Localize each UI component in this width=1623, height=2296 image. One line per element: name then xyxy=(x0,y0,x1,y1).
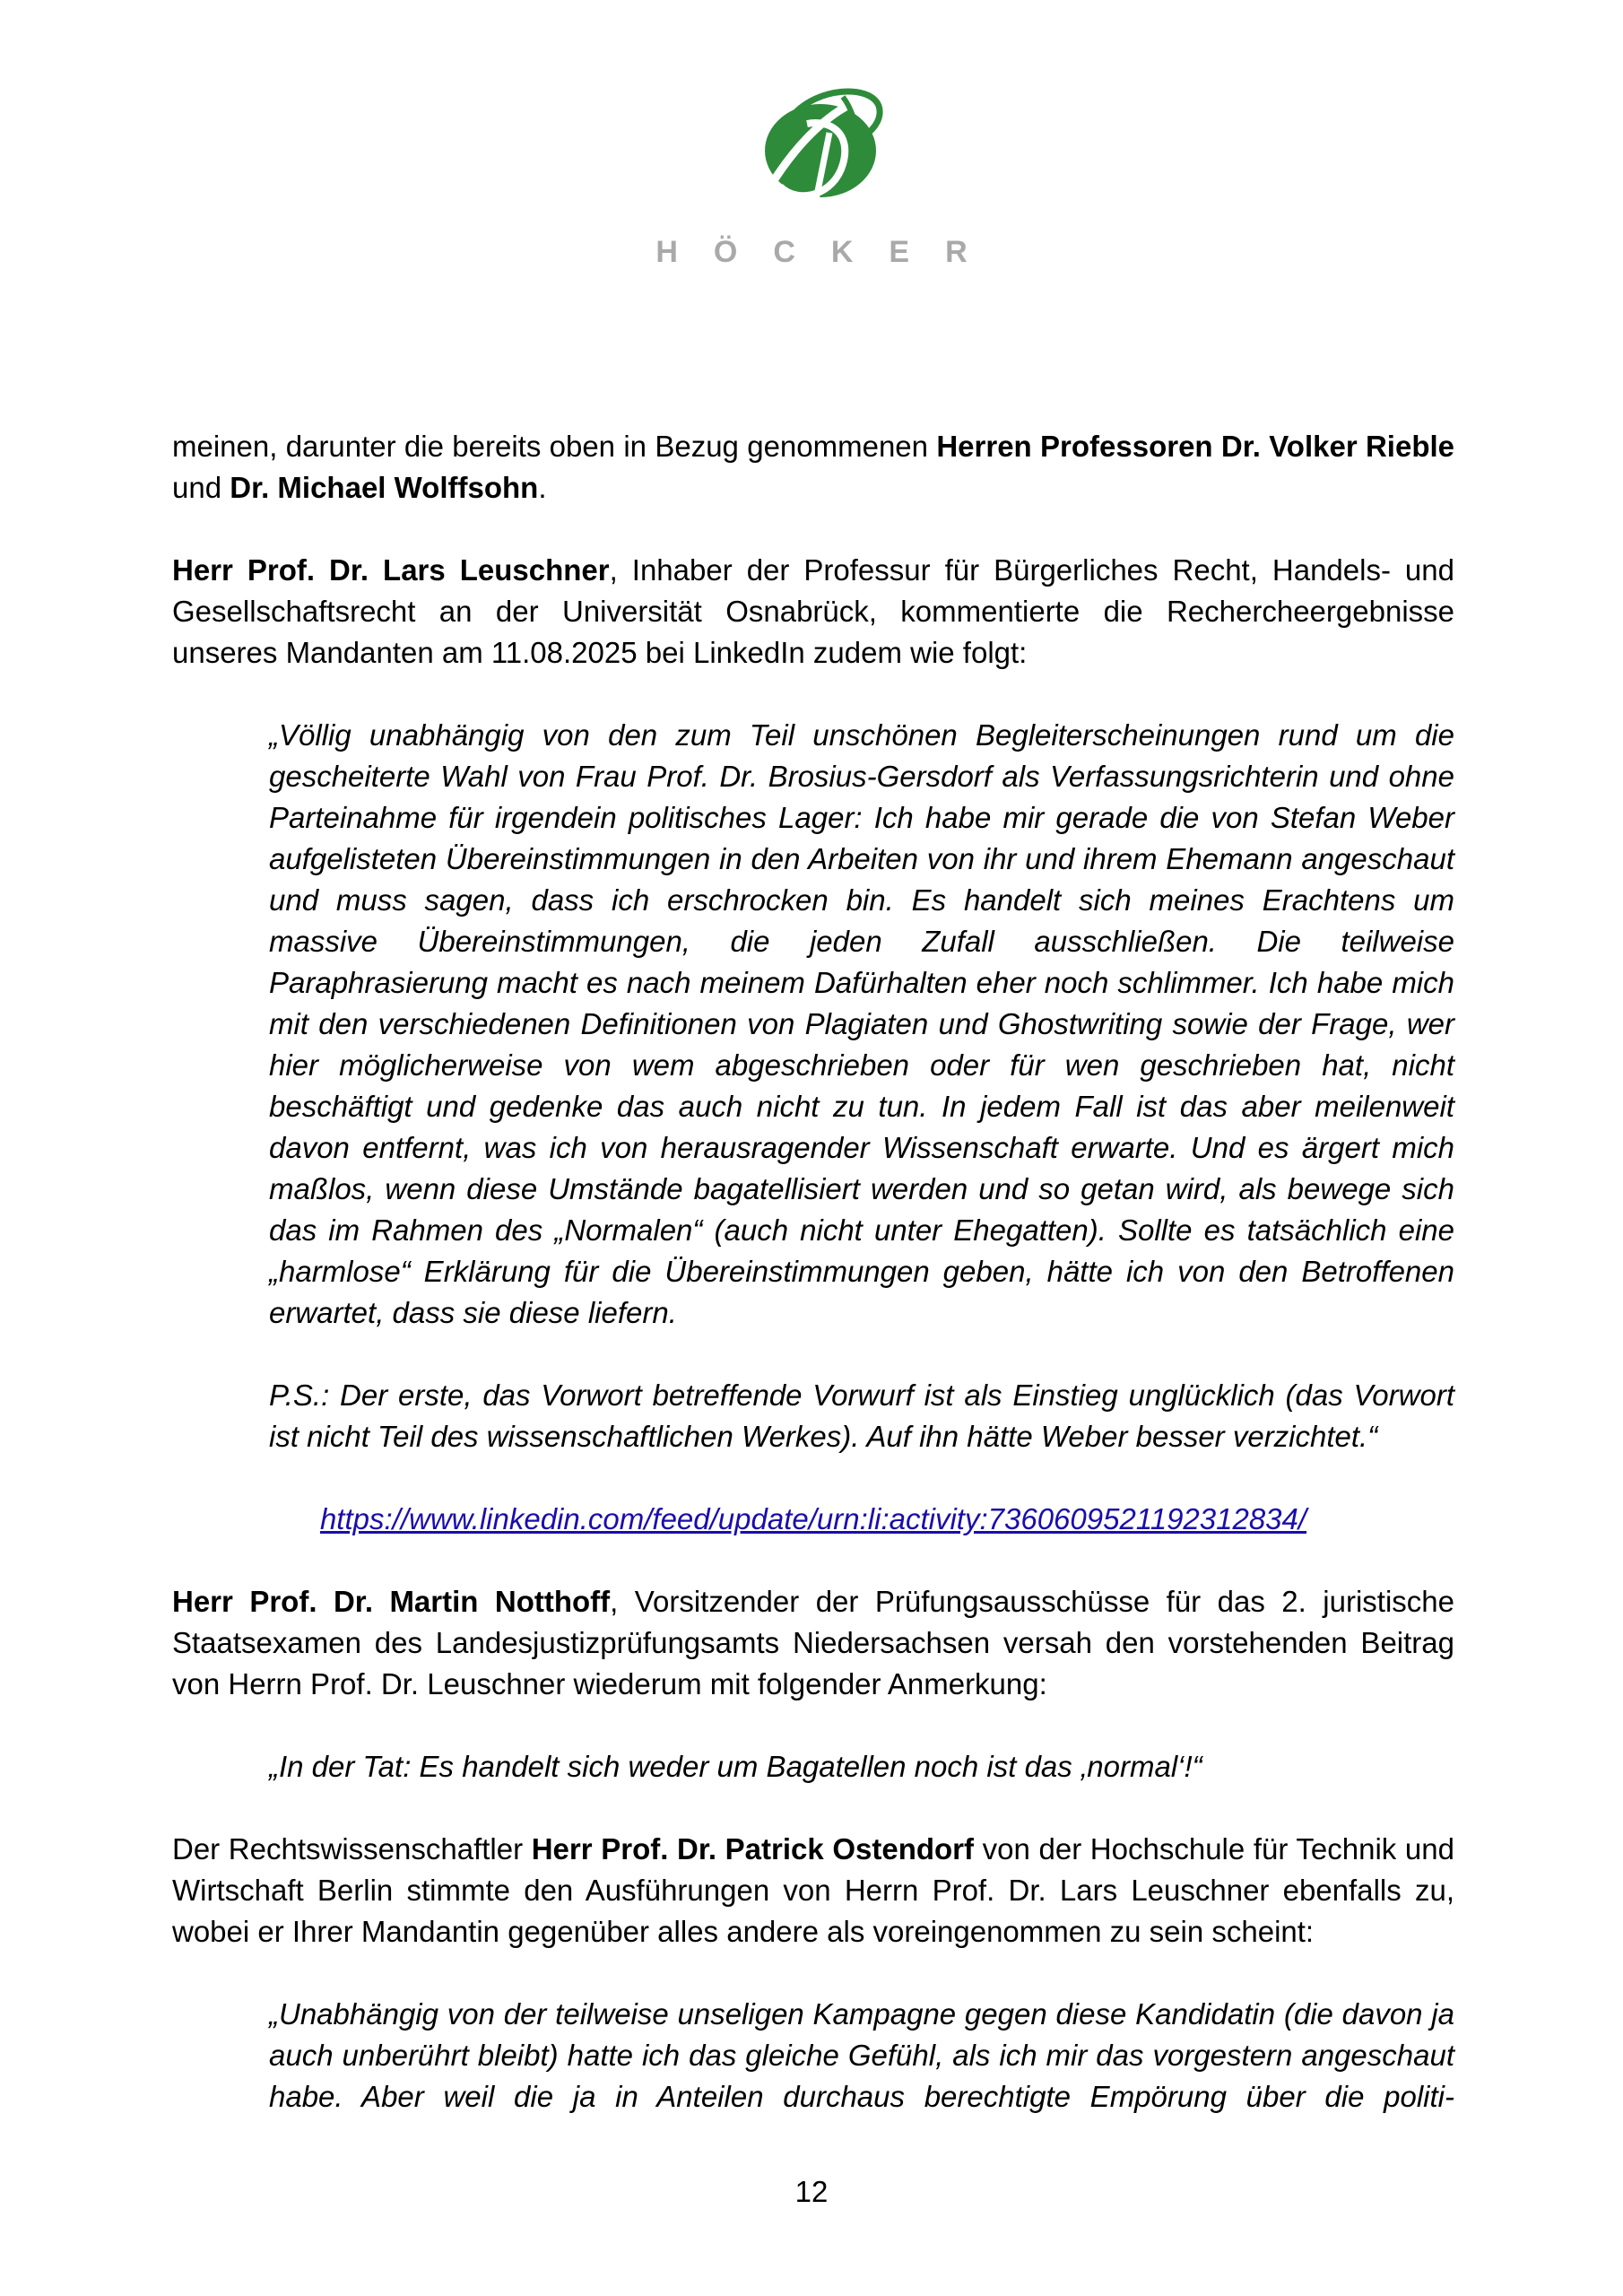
quote-leuschner-ps: P.S.: Der erste, das Vorwort betreffende Vorwurf ist als Einstieg unglücklich (das Vorwort ist nicht Teil des wissenschaftlichen Werkes). Auf ihn hätte Weber besser verzichtet.“ xyxy=(269,1378,1454,1453)
paragraph-2 xyxy=(172,550,1454,674)
p1-bold-2: Dr. Michael Wolffsohn xyxy=(230,471,539,504)
p3-text-1: , Vorsitzender der Prüfungsausschüsse für das 2. juristische Staatsexamen des Landesjustizprüfungsamts Niedersachsen versah den vorstehenden Beitrag von Herrn Prof. Dr. Leuschner wiederum mit folgender Anmerkung: xyxy=(172,1585,1454,1700)
p1-text-3: . xyxy=(538,471,547,504)
quote-leuschner: „Völlig unabhängig von den zum Teil unschönen Begleiterscheinungen rund um die gescheiterte Wahl von Frau Prof. Dr. Brosius-Gersdorf als Verfassungsrichterin und ohne Parteinahme für irgendein politisches Lager: Ich habe mir gerade die von Stefan Weber aufgelisteten Übereinstimmungen in den Arbeiten von ihr und ihrem Ehemann angeschaut und muss sagen, dass ich erschrocken bin. Es handelt sich meines Erachtens um massive Übereinstimmungen, die jeden Zufall ausschließen. Die teilweise Paraphrasierung macht es nach meinem Dafürhalten eher noch schlimmer. Ich habe mich mit den verschiedenen Definitionen von Plagiaten und Ghostwriting sowie der Frage, wer hier möglicherweise von wem abgeschrieben oder für wen geschrieben hat, nicht beschäftigt und gedenke das auch nicht zu tun. In jedem Fall ist das aber meilenweit davon entfernt, was ich von herausragender Wissenschaft erwarte. Und es ärgert mich maßlos, wenn diese Umstände bagatellisiert werden und so getan wird, als bewege sich das im Rahmen des „Normalen“ (auch nicht unter Ehegatten). Sollte es tatsächlich eine „harmlose“ Erklärung für die Übereinstimmungen geben, hätte ich von den Betroffenen erwartet, dass sie diese liefern. xyxy=(269,718,1454,1329)
p1-text-1: meinen, darunter die bereits oben in Bezug genommenen xyxy=(172,430,937,463)
p1-bold-1: Herren Professoren Dr. Volker Rieble xyxy=(936,430,1454,463)
p4-text-1: Der Rechtswissenschaftler xyxy=(172,1832,532,1866)
quote-notthoff: „In der Tat: Es handelt sich weder um Bagatellen noch ist das ‚normal‘!“ xyxy=(269,1750,1202,1783)
hoecker-logo xyxy=(744,79,897,213)
page-number: 12 xyxy=(794,2175,829,2208)
paragraph-3 xyxy=(172,1581,1454,1705)
brand-name: HÖCKER xyxy=(655,235,1003,269)
paragraph-4 xyxy=(172,1829,1454,1952)
linkedin-link[interactable]: https://www.linkedin.com/feed/update/urn:li:activity:7360609521192312834/ xyxy=(319,1502,1307,1535)
p4-text-2: von der Hochschule für Technik und Wirtschaft Berlin stimmte den Ausführungen von Herrn Prof. Dr. Lars Leuschner ebenfalls zu, wobei er Ihrer Mandantin gegenüber alles andere als voreingenommen zu sein scheint: xyxy=(172,1832,1454,1948)
p3-bold-1: Herr Prof. Dr. Martin Notthoff xyxy=(172,1585,611,1618)
p1-text-2: und xyxy=(172,471,230,504)
p4-bold-1: Herr Prof. Dr. Patrick Ostendorf xyxy=(531,1832,975,1866)
quote-ostendorf: „Unabhängig von der teilweise unseligen Kampagne gegen diese Kandidatin (die davon ja auch unberührt bleibt) hatte ich das gleiche Gefühl, als ich mir das vorgestern angeschaut habe. Aber weil die ja in Anteilen durchaus berechtigte Empörung über die politi- xyxy=(269,1997,1454,2113)
p2-text-1: , Inhaber der Professur für Bürgerliches Recht, Handels- und Gesellschaftsrecht an der Universität Osnabrück, kommentierte die Rechercheergebnisse unseres Mandanten am 11.08.2025 bei LinkedIn zudem wie folgt: xyxy=(172,553,1454,669)
p2-bold-1: Herr Prof. Dr. Lars Leuschner xyxy=(172,553,610,587)
letter-body xyxy=(172,426,1454,2118)
paragraph-1 xyxy=(172,426,1454,509)
